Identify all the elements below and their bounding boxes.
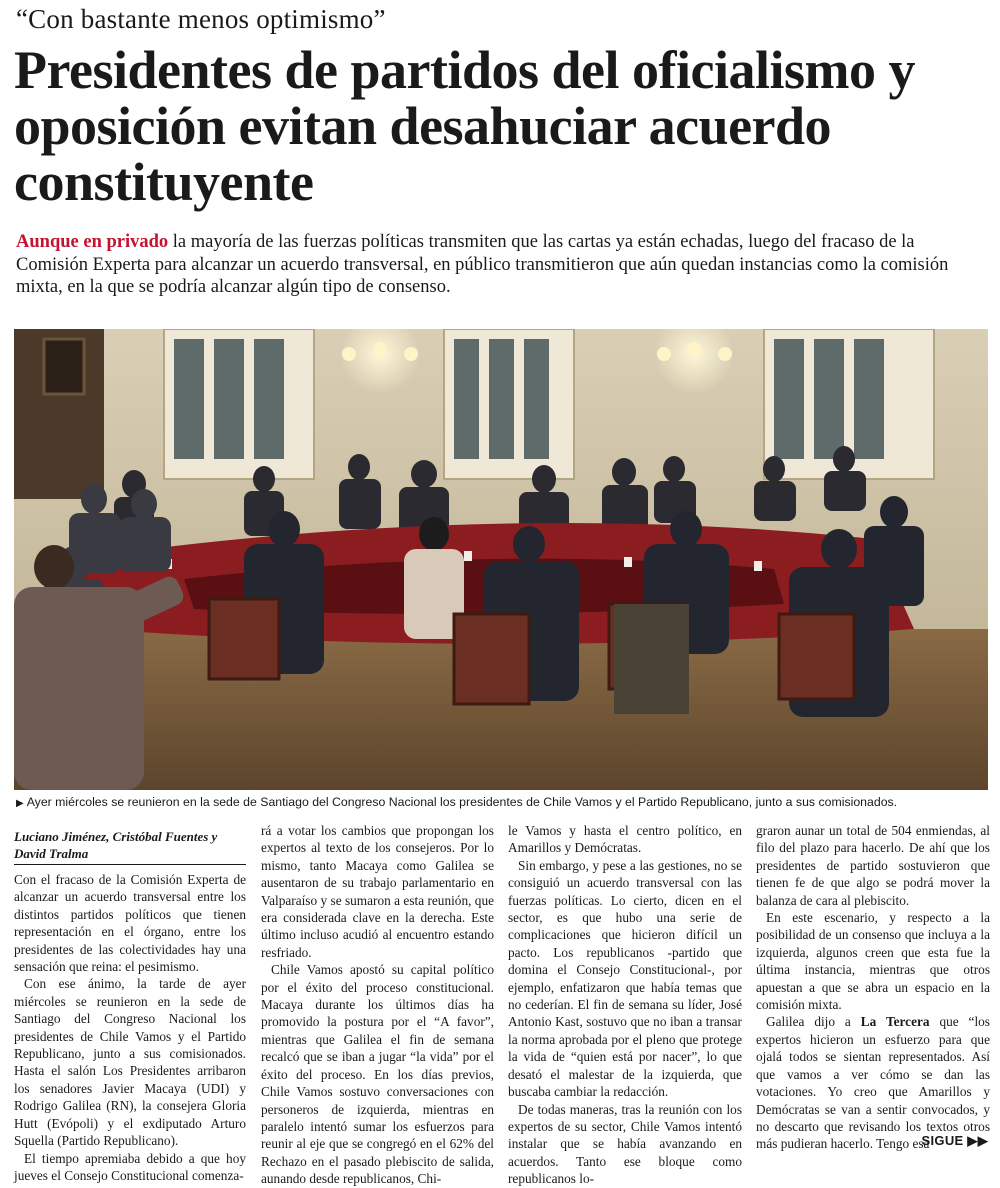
body-column-1: [14, 871, 246, 1184]
photo-caption: [16, 795, 991, 811]
body-paragraph: Con ese ánimo, la tarde de ayer miércoles se reunieron en la sede de Santiago del Congreso Nacional los presidentes de Chile Vamos y el Partido Republicano, junto a sus comisionados. Hasta el salón Los Presidentes arribaron los senadores Javier Macaya (UDI) y Rodrigo Galilea (RN), la consejera Gloria Hutt (Evópoli) y el exdiputado Arturo Squella (Partido Republicano).: [14, 976, 246, 1149]
photo-caption-text: Ayer miércoles se reunieron en la sede de Santiago del Congreso Nacional los presidentes de Chile Vamos y el Partido Republicano, junto a sus comisionados.: [26, 795, 898, 809]
body-text: Galilea dijo a: [766, 1014, 861, 1030]
article-kicker: “Con bastante menos optimismo”: [16, 4, 386, 34]
body-column-3: [508, 822, 742, 1188]
newspaper-name: La Tercera: [860, 1014, 930, 1030]
meeting-photo-illustration: [14, 329, 988, 790]
continue-label: SIGUE ▶▶: [921, 1133, 988, 1148]
byline: Luciano Jiménez, Cristóbal Fuentes y David Tralma: [14, 829, 218, 861]
lede-text: la mayoría de las fuerzas políticas transmiten que las cartas ya están echadas, luego del fracaso de la Comisión Experta para alcanzar un acuerdo transversal, en público transmitieron que aún quedan instancias como la comisión mixta, en la que se podría alcanzar algún tipo de consenso.: [16, 232, 949, 297]
body-paragraph: Con el fracaso de la Comisión Experta de alcanzar un acuerdo transversal entre los distintos partidos políticos que tienen representación en el órgano, entre los presidentes de las colectividades hay una sensación que reina: el pesimismo.: [14, 872, 246, 975]
body-paragraph: Sin embargo, y pese a las gestiones, no se consiguió un acuerdo transversal con las fuerzas políticas. Lo cierto, dicen en el sector, es que hubo una serie de complicaciones que hicieron difícil un pacto. Los republicanos -partido que domina el Consejo Constitucional-, por ejemplo, enfatizaron que había temas que no cederían. El fin de semana su líder, José Antonio Kast, sostuvo que no iban a transar la norma aprobada por el pleno que protege la vida de “quien está por nacer”, lo que desató el malestar de la izquierda, que buscaba cambiar la redacción.: [508, 857, 742, 1100]
lede-lead-in: Aunque en privado: [16, 232, 169, 252]
body-paragraph: De todas maneras, tras la reunión con los expertos de su sector, Chile Vamos intentó instalar que se había avanzando en acuerdos. Tanto ese bloque como republicanos lo-: [508, 1101, 742, 1187]
body-paragraph: le Vamos y hasta el centro político, en Amarillos y Demócratas.: [508, 823, 742, 856]
body-text: que “los expertos hicieron un esfuerzo para que ojalá todos se sientan representados. Así que vamos a ver cómo se dan las votaciones. Yo creo que Amarillos y Demócratas se van a sentir convocados, y no descarto que revisando los textos otros más pudieran hacerlo. Tengo esa: [756, 1014, 990, 1152]
caption-arrow-icon: ▶: [16, 798, 24, 809]
body-paragraph: graron aunar un total de 504 enmiendas, al filo del plazo para hacerlo. De ahí que los presidentes de partido sostuvieron que tienen fe de que algo se podrá mover la balanza de cara al plebiscito.: [756, 823, 990, 908]
body-paragraph: rá a votar los cambios que propongan los expertos al texto de los consejeros. Por lo mismo, tanto Macaya como Galilea se ausentaron de su trabajo parlamentario en Valparaíso y se sumaron a esta reunión, que era considerada clave en la derecha. Este último incluso acudió al encuentro estando resfriado.: [261, 823, 494, 960]
byline-divider: [14, 864, 246, 865]
body-column-2: [261, 822, 494, 1188]
article-headline: Presidentes de partidos del oficialismo y oposición evitan desahuciar acuerdo constituyente: [14, 40, 915, 212]
article-lede: [16, 231, 984, 299]
body-paragraph: Chile Vamos apostó su capital político por el éxito del proceso constitucional. Macaya durante los últimos días ha promovido la postura por el “A favor”, mientras que Galilea el fin de semana recalcó que se iban a jugar “la vida” por el éxito del proceso. En los días previos, Chile Vamos sostuvo conversaciones con personeros de izquierda, mientras en paralelo intentó sumar los esfuerzos para reunir al eje que se congregó en el 62% del Rechazo en el pasado plebiscito de salida, aunando desde republicanos, Chi-: [261, 962, 494, 1187]
body-paragraph: El tiempo apremiaba debido a que hoy jueves el Consejo Constitucional comenza-: [14, 1150, 246, 1183]
body-column-4: [756, 822, 990, 1153]
body-paragraph: [756, 1013, 990, 1152]
body-paragraph: En este escenario, y respecto a la posibilidad de un consenso que incluya a la izquierda, algunos creen que esta fue la última instancia, mientras que otros apuestan a que se abra un espacio en la comisión mixta.: [756, 910, 990, 1013]
meeting-photo: [14, 329, 988, 790]
